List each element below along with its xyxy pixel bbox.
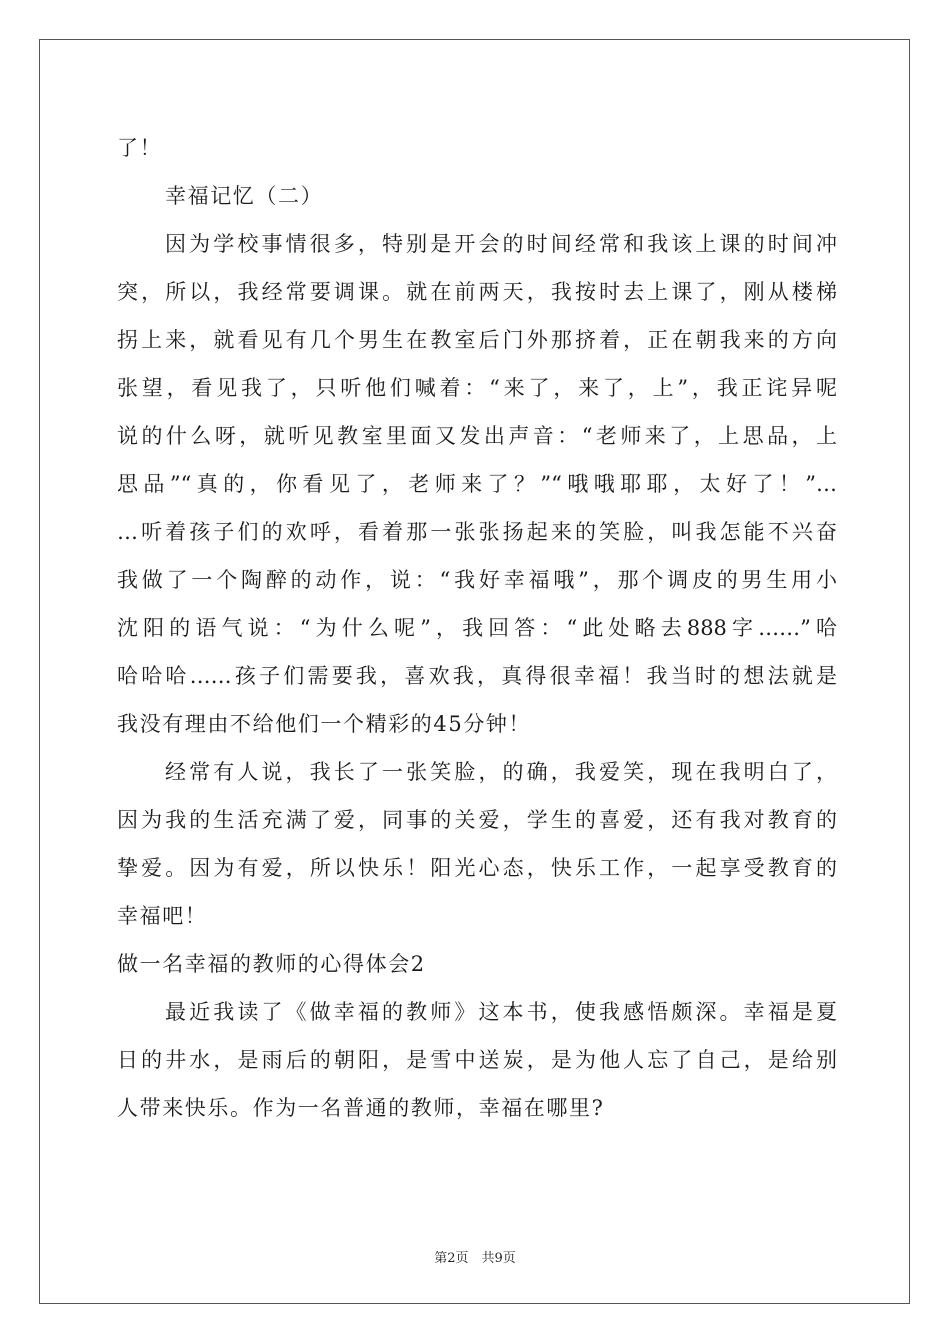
text-line: 人带来快乐。作为一名普通的教师，幸福在哪里? bbox=[117, 1096, 605, 1120]
text-line: 张望，看见我了，只听他们喊着：“来了，来了，上”，我正诧异呢 bbox=[117, 376, 837, 400]
text-line: 我没有理由不给他们一个精彩的45分钟！ bbox=[117, 712, 532, 736]
text-line: 说的什么呀，就听见教室里面又发出声音：“老师来了，上思品，上 bbox=[117, 424, 837, 448]
section-heading: 幸福记忆（二） bbox=[165, 184, 324, 208]
text-line: 幸福吧！ bbox=[117, 904, 208, 928]
article-title: 做一名幸福的教师的心得体会2 bbox=[117, 952, 426, 976]
text-line: 因为我的生活充满了爱，同事的关爱，学生的喜爱，还有我对教育的 bbox=[117, 808, 837, 832]
text-line: 突，所以，我经常要调课。就在前两天，我按时去上课了，刚从楼梯 bbox=[117, 280, 837, 304]
text-line: …听着孩子们的欢呼，看着那一张张扬起来的笑脸，叫我怎能不兴奋 bbox=[117, 520, 837, 544]
text-line: 挚爱。因为有爱，所以快乐！阳光心态，快乐工作，一起享受教育的 bbox=[117, 856, 837, 880]
text-line: 沈阳的语气说：“为什么呢”，我回答：“此处略去888字……”哈 bbox=[117, 616, 837, 640]
text-line: 拐上来，就看见有几个男生在教室后门外那挤着，正在朝我来的方向 bbox=[117, 328, 837, 352]
text-line: 日的井水，是雨后的朝阳，是雪中送炭，是为他人忘了自己，是给别 bbox=[117, 1048, 837, 1072]
text-line: 思品”“真的，你看见了，老师来了？”“哦哦耶耶，太好了！”… bbox=[117, 472, 837, 496]
text-line: 因为学校事情很多，特别是开会的时间经常和我该上课的时间冲 bbox=[165, 232, 837, 256]
text-line: 最近我读了《做幸福的教师》这本书，使我感悟颇深。幸福是夏 bbox=[165, 1000, 837, 1024]
text-line: 我做了一个陶醉的动作，说：“我好幸福哦”，那个调皮的男生用小 bbox=[117, 568, 837, 592]
page-number: 第2页 共9页 bbox=[434, 1251, 516, 1266]
text-line: 经常有人说，我长了一张笑脸，的确，我爱笑，现在我明白了， bbox=[165, 760, 837, 784]
text-line: 了！ bbox=[117, 136, 163, 160]
text-line: 哈哈哈……孩子们需要我，喜欢我，真得很幸福！我当时的想法就是 bbox=[117, 664, 837, 688]
